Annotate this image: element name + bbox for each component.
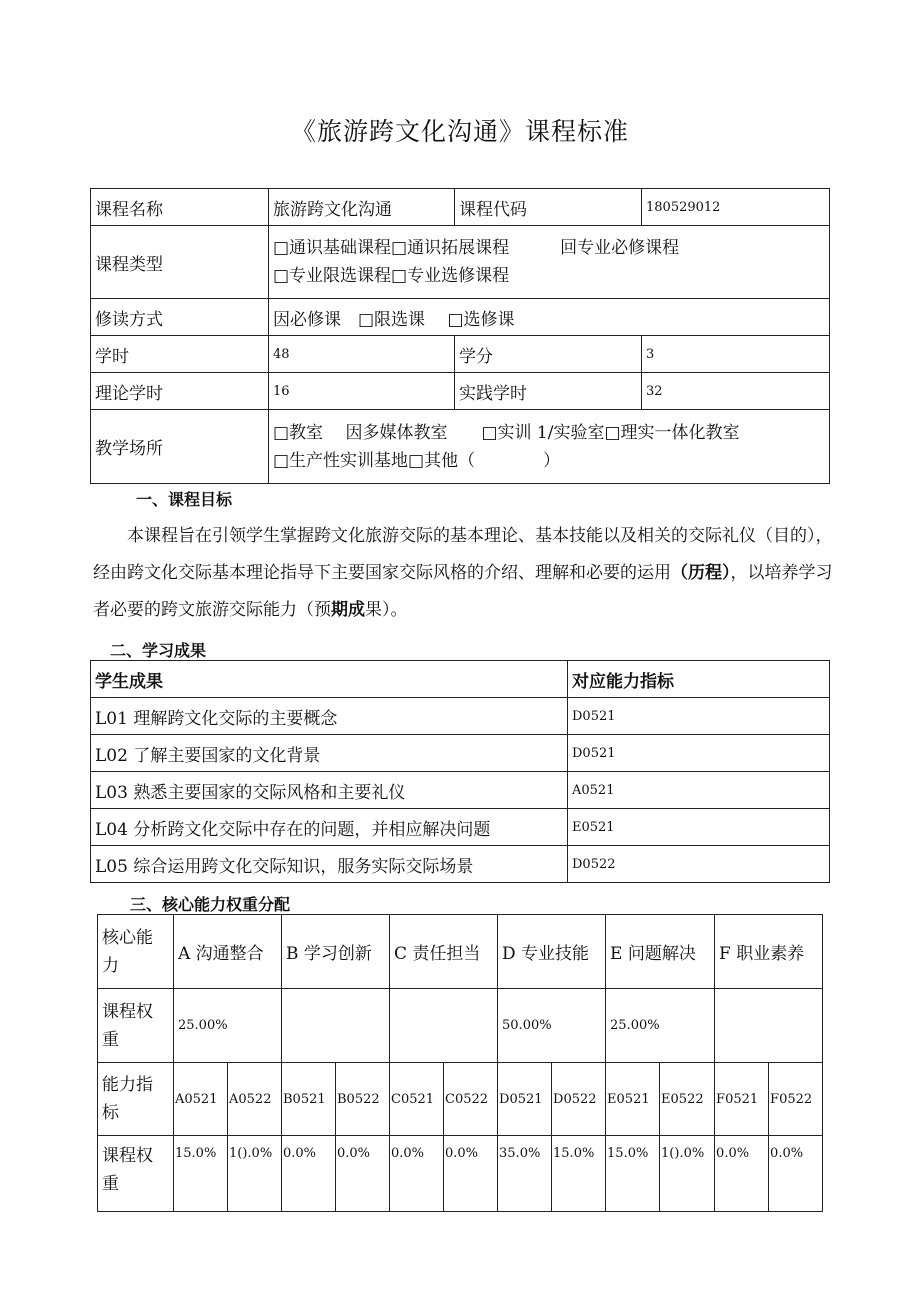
- indicator-weight: 0.0%: [336, 1136, 390, 1212]
- venue-line-2: □生产性实训基地□其他（ ）: [273, 450, 561, 471]
- study-mode-options: 因必修课 □限选课 □选修课: [269, 299, 830, 336]
- course-name-value: 旅游跨文化沟通: [269, 189, 455, 226]
- course-code-label: 课程代码: [455, 189, 642, 226]
- learning-outcomes-table: [90, 660, 830, 883]
- objective-text-a: 本课程旨在引领学生掌握跨文化旅游交际的基本理论、基本技能以及相关的交际礼仪（目的），经由跨文化交际基本理论指导下主要国家交际风格的介绍、理解和必要的运用: [93, 526, 833, 583]
- study-mode-label: 修读方式: [91, 299, 269, 336]
- venue-label: 教学场所: [91, 410, 269, 484]
- ability-e-weight: 25.00%: [606, 989, 715, 1063]
- indicator-weight: 0.0%: [390, 1136, 444, 1212]
- outcome-indicator: D0521: [568, 735, 830, 772]
- hours-label: 学时: [91, 336, 269, 373]
- table-row: [91, 772, 830, 809]
- ability-weight-label: 课程权重: [98, 989, 174, 1063]
- indicator-code: C0522: [444, 1063, 498, 1136]
- theory-hours-value: 16: [269, 373, 455, 410]
- objective-text-d: 期成: [331, 600, 365, 620]
- table-row: [91, 698, 830, 735]
- indicator-code: F0522: [769, 1063, 823, 1136]
- credit-value: 3: [642, 336, 830, 373]
- section-2-heading: 二、学习成果: [110, 641, 207, 660]
- outcome-text: L01 理解跨文化交际的主要概念: [91, 698, 568, 735]
- indicator-weight: 0.0%: [769, 1136, 823, 1212]
- indicator-weight: 1().0%: [660, 1136, 715, 1212]
- ability-b: B 学习创新: [282, 915, 390, 989]
- course-code-value: 180529012: [642, 189, 830, 226]
- practice-hours-value: 32: [642, 373, 830, 410]
- objective-text-c: ，以培养学习者必要的跨文旅游交际能力（预: [93, 563, 833, 620]
- course-type-label: 课程类型: [91, 226, 269, 299]
- ability-f: F 职业素养: [715, 915, 823, 989]
- outcome-indicator: D0522: [568, 846, 830, 883]
- indicator-weight: 15.0%: [174, 1136, 228, 1212]
- indicator-weight: 15.0%: [606, 1136, 660, 1212]
- indicator-code: B0522: [336, 1063, 390, 1136]
- ability-a-weight: 25.00%: [174, 989, 282, 1063]
- course-info-table: [90, 188, 830, 484]
- ability-c: C 责任担当: [390, 915, 498, 989]
- credit-label: 学分: [455, 336, 642, 373]
- course-type-options: [269, 226, 830, 299]
- indicator-weight-label: 课程权重: [98, 1136, 174, 1212]
- ability-a: A 沟通整合: [174, 915, 282, 989]
- indicator-header: 对应能力指标: [568, 661, 830, 698]
- course-name-label: 课程名称: [91, 189, 269, 226]
- indicator-weight: 0.0%: [282, 1136, 336, 1212]
- course-type-line-1: □通识基础课程□通识拓展课程 回专业必修课程: [273, 238, 680, 258]
- indicator-weight: 0.0%: [715, 1136, 769, 1212]
- section-1-heading: 一、课程目标: [136, 490, 233, 509]
- indicator-code: D0521: [498, 1063, 552, 1136]
- objective-text-e: 果）。: [365, 600, 408, 620]
- table-row: [91, 846, 830, 883]
- ability-d-weight: 50.00%: [498, 989, 606, 1063]
- ability-c-weight: [390, 989, 498, 1063]
- indicator-weight: 0.0%: [444, 1136, 498, 1212]
- indicator-code: D0522: [552, 1063, 606, 1136]
- outcome-indicator: D0521: [568, 698, 830, 735]
- outcome-text: L04 分析跨文化交际中存在的问题，并相应解决问题: [91, 809, 568, 846]
- core-ability-label: 核心能力: [98, 915, 174, 989]
- table-row: [91, 735, 830, 772]
- objective-text-b: （历程）: [671, 563, 731, 583]
- indicator-code: A0521: [174, 1063, 228, 1136]
- indicator-weight: 35.0%: [498, 1136, 552, 1212]
- page-title: 《旅游跨文化沟通》课程标准: [290, 117, 629, 146]
- indicator-code: F0521: [715, 1063, 769, 1136]
- indicator-code: C0521: [390, 1063, 444, 1136]
- theory-hours-label: 理论学时: [91, 373, 269, 410]
- ability-b-weight: [282, 989, 390, 1063]
- indicator-code: E0522: [660, 1063, 715, 1136]
- indicator-code: A0522: [228, 1063, 282, 1136]
- indicator-weight: 1().0%: [228, 1136, 282, 1212]
- section-3-heading: 三、核心能力权重分配: [130, 895, 291, 914]
- venue-options: [269, 410, 830, 484]
- outcome-indicator: A0521: [568, 772, 830, 809]
- indicator-label: 能力指标: [98, 1063, 174, 1136]
- outcome-indicator: E0521: [568, 809, 830, 846]
- course-type-line-2: □专业限选课程□专业选修课程: [273, 266, 510, 286]
- outcome-text: L05 综合运用跨文化交际知识，服务实际交际场景: [91, 846, 568, 883]
- outcome-text: L02 了解主要国家的文化背景: [91, 735, 568, 772]
- outcomes-header: 学生成果: [91, 661, 568, 698]
- venue-line-1: □教室 因多媒体教室 □实训 1/实验室□理实一体化教室: [273, 422, 740, 443]
- course-objective-paragraph: [93, 518, 833, 629]
- hours-value: 48: [269, 336, 455, 373]
- indicator-weight: 15.0%: [552, 1136, 606, 1212]
- ability-e: E 问题解决: [606, 915, 715, 989]
- ability-weight-table: [97, 914, 823, 1212]
- ability-f-weight: [715, 989, 823, 1063]
- table-row: [91, 809, 830, 846]
- ability-d: D 专业技能: [498, 915, 606, 989]
- indicator-code: E0521: [606, 1063, 660, 1136]
- indicator-code: B0521: [282, 1063, 336, 1136]
- practice-hours-label: 实践学时: [455, 373, 642, 410]
- outcome-text: L03 熟悉主要国家的交际风格和主要礼仪: [91, 772, 568, 809]
